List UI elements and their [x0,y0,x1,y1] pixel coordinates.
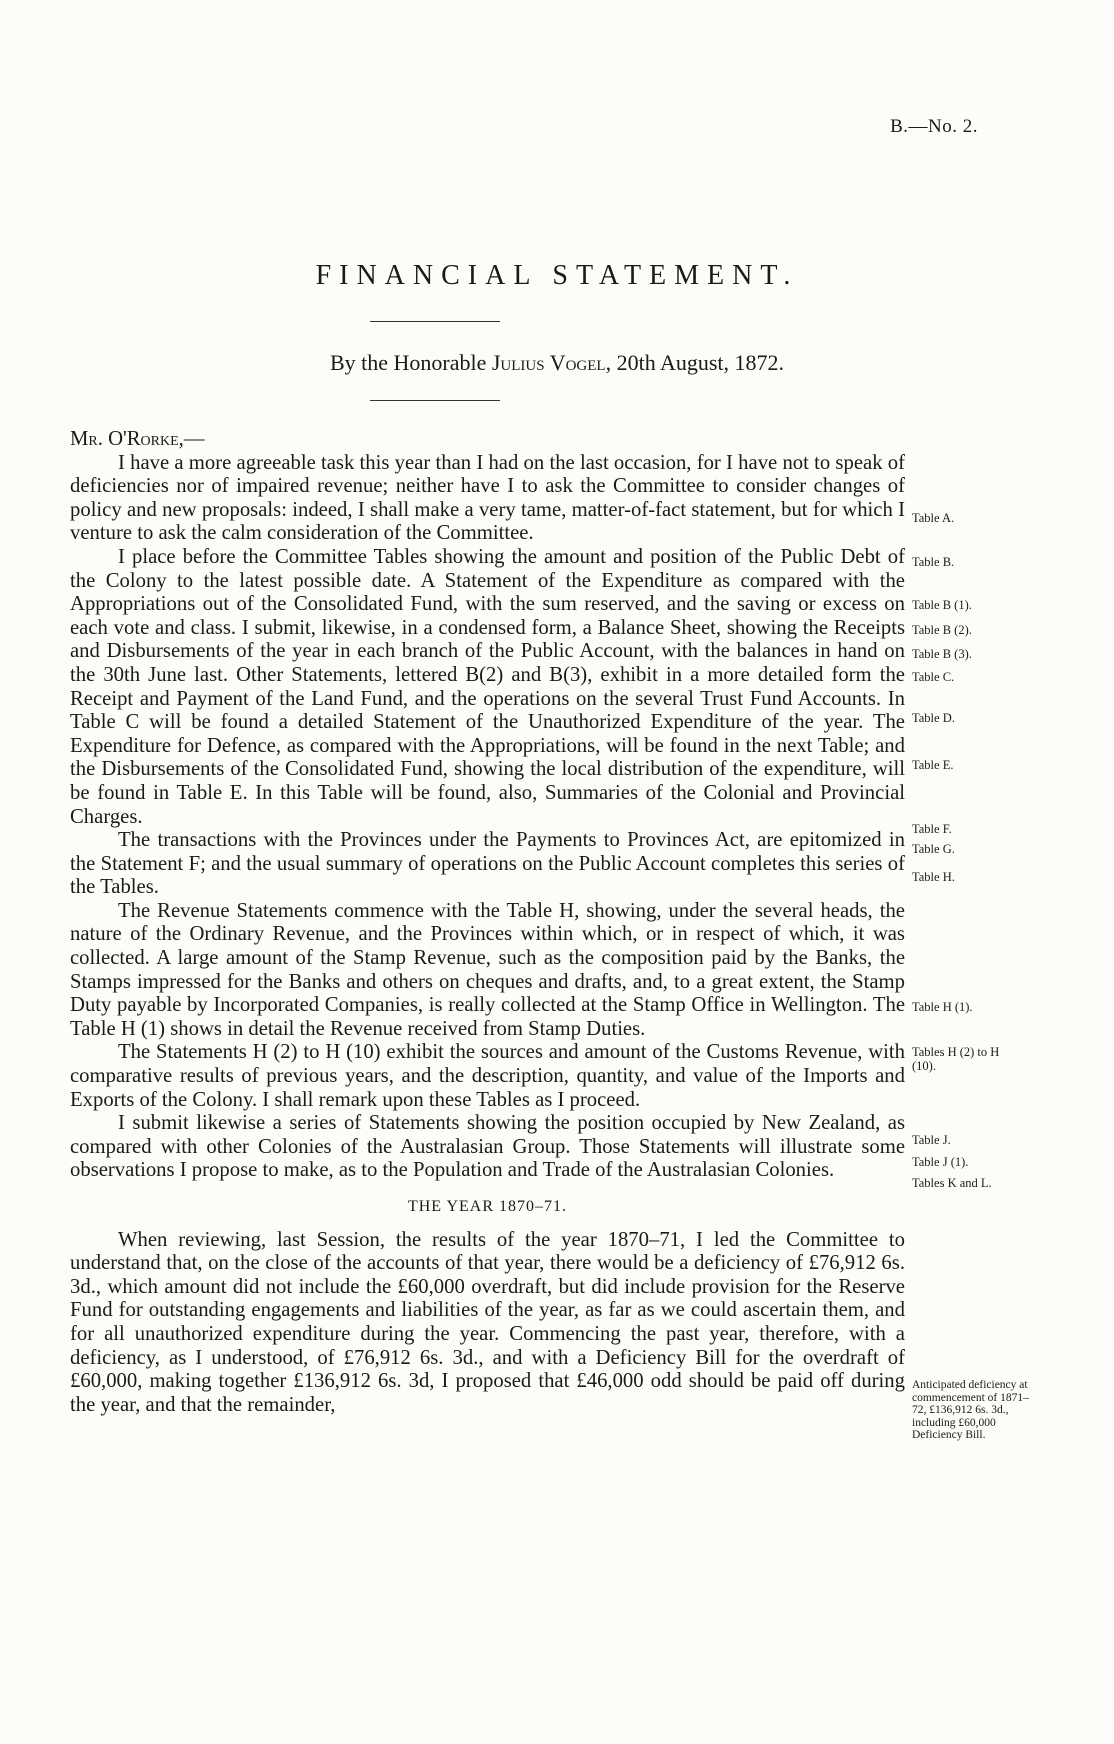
paragraph-2: I place before the Committee Tables showing the amount and position of the Public Debt of the Colony to the latest possible date. A Statement of the Expenditure as compared with the Appropriations out of the Consolidated Fund, with the sum reserved, and the saving or excess on each vote and class. I submit, likewise, in a condensed form, a Balance Sheet, showing the Receipts and Disbursements of the year in each branch of the Public Account, with the balances in hand on the 30th June last. Other Statements, lettered B(2) and B(3), exhibit in a more detailed form the Receipt and Payment of the Land Fund, and the operations on the several Trust Fund Accounts. In Table C will be found a detailed Statement of the Unauthorized Expenditure of the year. The Expenditure for Defence, as compared with the Appropriations, will be found in the next Table; and the Disbursements of the Consolidated Fund, showing the local distribution of the expenditure, will be found in Table E. In this Table will be found, also, Summaries of the Colonial and Provincial Charges. [70,545,905,828]
margin-note: Table H (1). [912,1000,973,1014]
margin-note: Table J (1). [912,1155,969,1169]
paragraph-1: I have a more agreeable task this year than I had on the last occasion, for I have not to speak of deficiencies nor of impaired revenue; neither have I to ask the Committee to consider changes of policy and new proposals: indeed, I shall make a very tame, matter-of-fact statement, but for which I venture to ask the calm consideration of the Committee. [70,451,905,545]
paragraph-7: When reviewing, last Session, the results of the year 1870–71, I led the Committee to understand that, on the close of the accounts of that year, there would be a deficiency of £76,912 6s. 3d., which amount did not include the £60,000 overdraft, but did include provision for the Reserve Fund for outstanding engagements and liabilities of the year, as far as we could ascertain them, and for all unauthorized expenditure during the year. Commencing the past year, therefore, with a deficiency, as I understood, of £76,912 6s. 3d., and with a Deficiency Bill for the overdraft of £60,000, making together £136,912 6s. 3d, I proposed that £46,000 odd should be paid off during the year, and that the remainder, [70,1228,905,1416]
margin-note: Table B (2). [912,623,972,637]
margin-note: Table B. [912,555,955,569]
margin-note: Tables K and L. [912,1176,992,1190]
margin-note: Table C. [912,670,955,684]
title-rule [370,321,500,322]
document-reference: B.—No. 2. [890,116,978,137]
paragraph-5: The Statements H (2) to H (10) exhibit the sources and amount of the Customs Revenue, with comparative results of previous years, and the description, quantity, and value of the Imports and Exports of the Colony. I shall remark upon these Tables as I proceed. [70,1041,905,1111]
document-title: FINANCIAL STATEMENT. [315,260,799,291]
margin-note: Anticipated deficiency at commencement of 1871–72, £136,912 6s. 3d., including £60,000 Deficiency Bill. [912,1379,1029,1441]
byline-rule [370,400,500,401]
paragraph-6: I submit likewise a series of Statements showing the position occupied by New Zealand, as compared with other Colonies of the Australasian Group. Those Statements will illustrate some observations I propose to make, as to the Population and Trade of the Australasian Colonies. [70,1112,905,1182]
margin-note: Tables H (2) to H (10). [912,1045,1000,1073]
statement-body [70,428,905,1417]
section-heading: THE YEAR 1870–71. [407,1198,568,1215]
margin-note: Table G. [912,842,955,856]
paragraph-4: The Revenue Statements commence with the Table H, showing, under the several heads, the nature of the Ordinary Revenue, and the Provinces within which, or in respect of which, it was collected. A large amount of the Stamp Revenue, such as the composition paid by the Banks, the Stamps impressed for the Banks and others on cheques and drafts, and, to a great extent, the Stamp Duty payable by Incorporated Companies, is really collected at the Stamp Office in Wellington. The Table H (1) shows in detail the Revenue received from Stamp Duties. [70,899,905,1040]
byline-name: Julius Vogel [491,350,606,375]
margin-note: Table J. [912,1133,951,1147]
margin-note: Table D. [912,711,955,725]
paragraph-3: The transactions with the Provinces under the Payments to Provinces Act, are epitomized in the Statement F; and the usual summary of operations on the Public Account completes this series of the Tables. [70,829,905,899]
byline-prefix: By the Honorable [329,350,492,375]
margin-note: Table E. [912,758,954,772]
address-salutation: Mr. O'Rorke,— [70,428,205,450]
margin-note: Table H. [912,870,955,884]
margin-notes [912,0,1062,1744]
margin-note: Table A. [912,511,955,525]
margin-note: Table F. [912,822,952,836]
margin-note: Table B (3). [912,647,972,661]
byline-suffix: , 20th August, 1872. [605,350,785,375]
margin-note: Table B (1). [912,598,972,612]
